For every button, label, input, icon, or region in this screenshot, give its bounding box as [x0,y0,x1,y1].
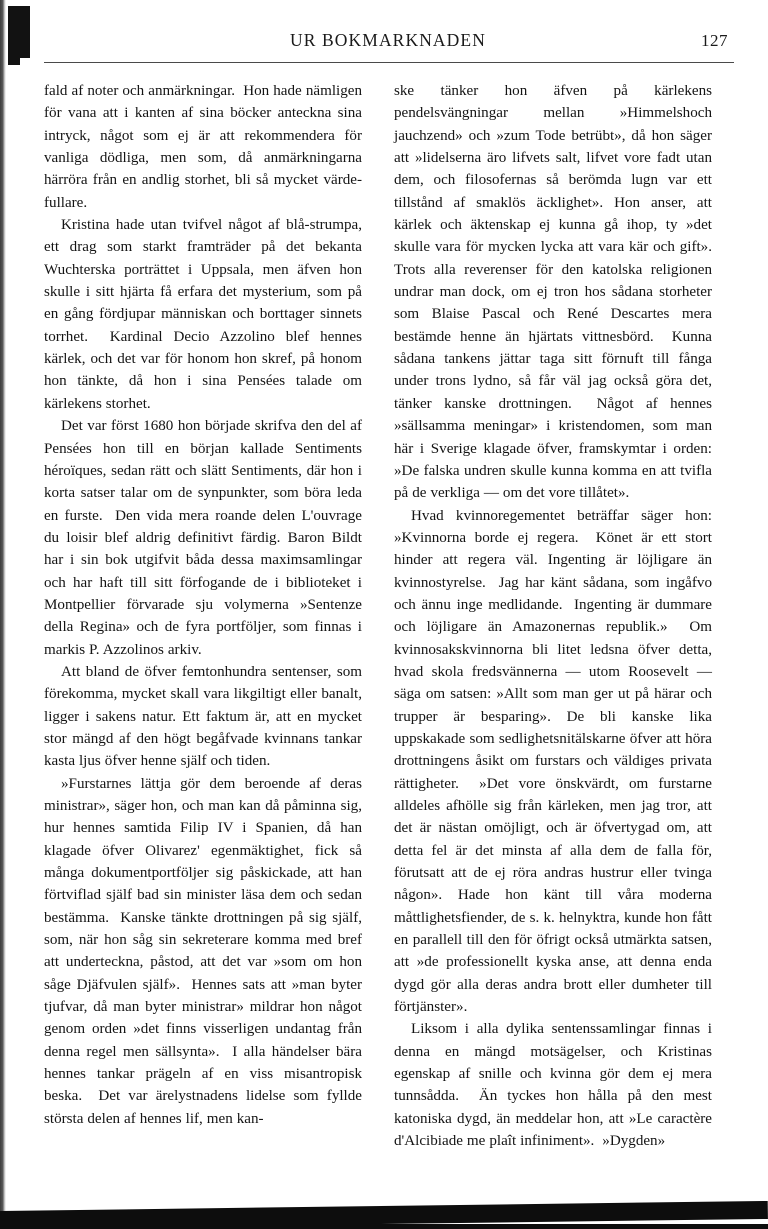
scan-edge-bottom-base [0,1224,768,1229]
header-rule [44,62,734,63]
right-column [394,80,720,1153]
left-column [44,80,366,1153]
scan-edge-left [0,0,6,1229]
paragraph: ske tänker hon äfven på kärlekens pendelsvängningar mellan »Himmelshoch jauchzend» och »zum Tode betrübt», då hon säger att »lidelserna äro lifvets salt, lifvet vore fadt utan dem, och filosofernas så berömda lugn var ett tillstånd af smaklös äcklighet». Hon anser, att kärlek och äktenskap ej kunna gå ihop, ty »det skulle vara för mycken lycka att vara kär och gift». Trots alla reverenser för den katolska religionen undrar man dock, om ej tron hos sådana storheter som Blaise Pascal och René Descartes mera bestämde henne än hjärtats vittnesbörd. Kunna sådana tankens jättar taga sitt förnuft till fånga under trons lydno, så får väl jag också göra det, tänker kanske drottningen. Något af hennes »sällsamma meningar» i kristendomen, som man här i Sverige klagade öfver, framskymtar i orden: »De falska undren skulle kunna komma en att tvifla på de verkliga — om det vore tillåtet». [394,83,720,502]
scan-corner-artifact-lower [8,40,20,65]
paragraph: Att bland de öfver femtonhundra sentenser, som förekomma, mycket skall vara likgiltigt eller banalt, ligger i sakens natur. Ett faktum är, att en mycket stor mängd af den högt begåfvade kvinnans tankar kasta ljus öfver henne själf och tiden. [44,663,366,770]
running-head [44,30,732,56]
paragraph: »Furstarnes lättja gör dem beroende af deras ministrar», säger hon, och man kan då påminna sig, hur hennes samtida Filip IV i Spanien, då han klagade öfver Olivarez' egenmäktighet, fick så många dokumentportföljer sig påskickade, att han förtviflad själf bad sin minister läsa dem och sedan bestämma. Kanske tänkte drottningen på sig själf, som, när hon såg sin sekreterare komma med bref att underteckna, påstod, att det var »som om hon såge Djäfvulen själf». Hennes sats att »man byter tjufvar, då man byter ministrar» mildrar hon något genom orden »det finns visserligen undantag från denna regel men sällsynta». I alla händelser bära hennes tankar prägeln af en viss misantropisk beska. Det var ärelystnadens lidelse som fyllde största delen af hennes lif, men kan- [44,775,366,1127]
page-number: 127 [701,31,728,50]
paragraph: Liksom i alla dylika sentenssamlingar finnas i denna en mängd motsägelser, och Kristinas egenskap af snille och kvinna gör dem ej mera tunnsådda. Än tyckes hon hålla på den mest katoniska dygd, än meddelar hon, att »Le caractère d'Alcibiade me plaît infiniment». »Dygden» [394,1021,716,1150]
paragraph: Det var först 1680 hon började skrifva den del af Pensées hon till en början kallade Sentiments héroïques, sedan rätt och slätt Sentiments, där hon i korta satser talar om de synpunkter, som böra leda en furste. Den vida mera roande delen L'ouvrage du loisir blef aldrig definitivt färdig. Baron Bildt har i sin bok utgifvit båda dessa maximsamlingar och har haft till sitt förfogande de i biblioteket i Montpellier förvarade sju volymerna »Sentenze della Regina» och de fyra portföljer, som finnas i markis P. Azzolinos arkiv. [44,418,366,658]
paragraph: Hvad kvinnoregementet beträffar säger hon: »Kvinnorna borde ej regera. Könet är ett stort hinder att regera väl. Ingenting är löjligare än kvinnostyrelse. Jag har känt sådana, som ingåfvo och ännu inge medlidande. Ingenting är dummare och löjligare än Amazonernas republik.» Om kvinnosakskvinnorna bli litet ledsna öfver detta, hvad skola fredsvännerna — utom Roosevelt — säga om satsen: »Allt som man ger ut på härar och trupper är besparing». De bli kanske lika uppskakade som sedlighetsnitälskarne öfver att höra drottningens åsikt om furstars och väldiges privata rättigheter. »Det vore önskvärdt, om furstarne alldeles afhölle sig från kärleken, men jag tror, att det är nästan omöjligt, och är öfvertygad om, att detta fel är det minsta af alla dem de falla för, förutsatt att de ej röra andras hustrur eller tvinga någon». Hade hon känt till våra moderna måttlighetsfiender, de s. k. helnyktra, kunde hon fått en parallell till den för öfrigt också utmärkta satsen, att »de professionellt kyska anse, att denna enda dygd gör alla deras andra brott eller dumheter till förtjänster». [394,507,716,1016]
paragraph: Kristina hade utan tvifvel något af blå-strumpa, ett drag som starkt framträder på det bekanta Wuchterska porträttet i Uppsala, men äfven hon skulle i sitt hjärta få erfara det mysterium, som på en gång fördjupar människan och borttager sinnets torrhet. Kardinal Decio Azzolino blef hennes kärlek, och det var för honom hon skref, på honom hon tänkte, då hon i sina Pensées talade om kärlekens storhet. [44,217,366,412]
paragraph: fald af noter och anmärkningar. Hon hade nämligen för vana att i kanten af sina böcker anteckna sina intryck, något som ej är att rekommendera för vanliga dödliga, men som, då anmärkningarna härröra från en andlig storhet, bli så mycket värde-fullare. [44,83,366,211]
page-title: UR BOKMARKNADEN [290,30,486,50]
text-body [44,80,736,1153]
